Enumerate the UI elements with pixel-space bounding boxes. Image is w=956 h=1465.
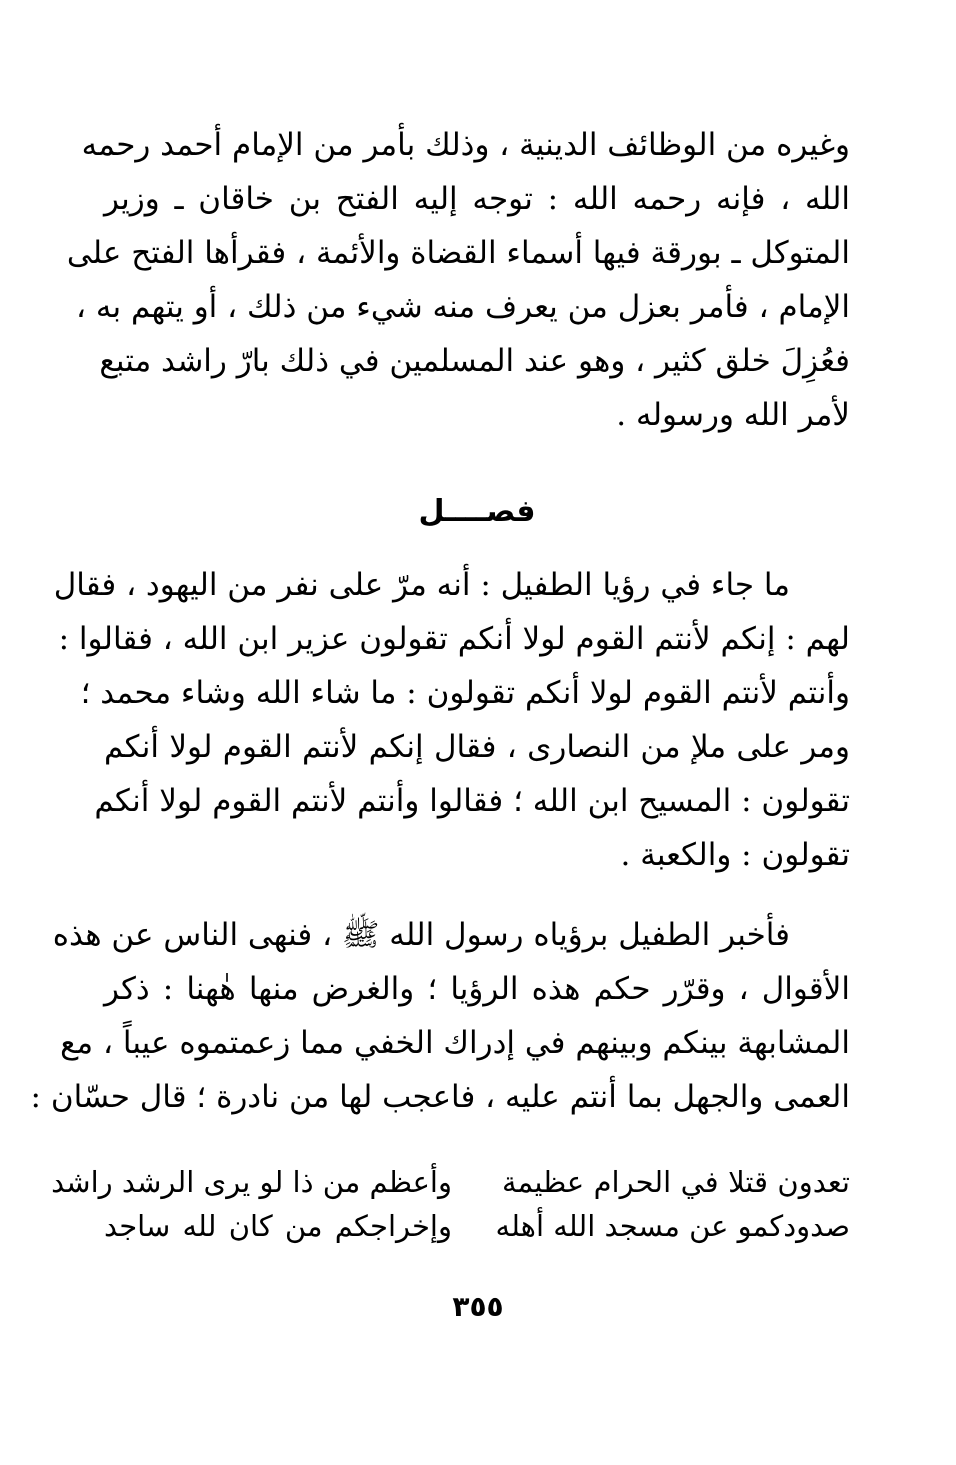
text-line: وغيره من الوظائف الدينية ، وذلك بأمر من الإمام أحمد رحمه [81,127,850,163]
text-line: ومر على ملإ من النصارى ، فقال إنكم لأنتم القوم لولا أنكم [104,729,850,765]
poem-gap [104,1124,850,1160]
text-line: الله ، فإنه رحمه الله : توجه إليه الفتح بن خاقان ـ وزير [104,181,850,217]
text-line: لهم : إنكم لأنتم القوم لولا أنكم تقولون عزير ابن الله ، فقالوا : [58,621,850,657]
poem [51,1160,850,1248]
text-line: الأقوال ، وقرّر حكم هذه الرؤيا ؛ والغرض منها هٰهنا : ذكر [104,971,850,1007]
page-body [30,118,850,1248]
text-line: وأنتم لأنتم القوم لولا أنكم تقولون : ما شاء الله وشاء محمد ؛ [80,675,850,711]
verse-first-hemistich: تعدون قتلا في الحرام عظيمة [502,1165,850,1199]
verse-second-hemistich: وأعظم من ذا لو يرى الرشد راشد [51,1165,452,1199]
paragraph-3 [30,908,850,1124]
section-title: فصــــل [418,494,536,529]
text-line: فعُزِلَ خلق كثير ، وهو عند المسلمين في ذلك بارّ راشد متبع [99,343,850,379]
poem-verse [104,1204,850,1248]
verse-first-hemistich: صدودكمو عن مسجد الله أهله [495,1209,850,1243]
text-line: الإمام ، فأمر بعزل من يعرف منه شيء من ذلك ، أو يتهم به ، [75,289,850,325]
paragraph-2 [53,558,850,882]
poem-verse [51,1160,850,1204]
text-line: المتوكل ـ بورقة فيها أسماء القضاة والأئمة ، فقرأها الفتح على [66,235,850,271]
text-line: العمى والجهل بما أنتم عليه ، فاعجب لها من نادرة ؛ قال حسّان : [30,1079,850,1115]
text-line: تقولون : والكعبة . [620,837,850,873]
verse-second-hemistich: وإخراجكم من كان لله ساجد [104,1209,452,1243]
paragraph-1 [66,118,850,442]
paragraph-gap [104,882,850,908]
text-line: ما جاء في رؤيا الطفيل : أنه مرّ على نفر من اليهود ، فقال [53,567,790,603]
text-line: لأمر الله ورسوله . [616,397,850,433]
text-line: المشابهة بينكم وبينهم في إدراك الخفي مما زعمتموه عيباً ، مع [60,1025,850,1061]
page-number: ٣٥٥ [452,1290,504,1323]
text-line: فأخبر الطفيل برؤياه رسول الله ﷺ ، فنهى الناس عن هذه [52,917,790,953]
text-line: تقولون : المسيح ابن الله ؛ فقالوا وأنتم لأنتم القوم لولا أنكم [94,783,850,819]
